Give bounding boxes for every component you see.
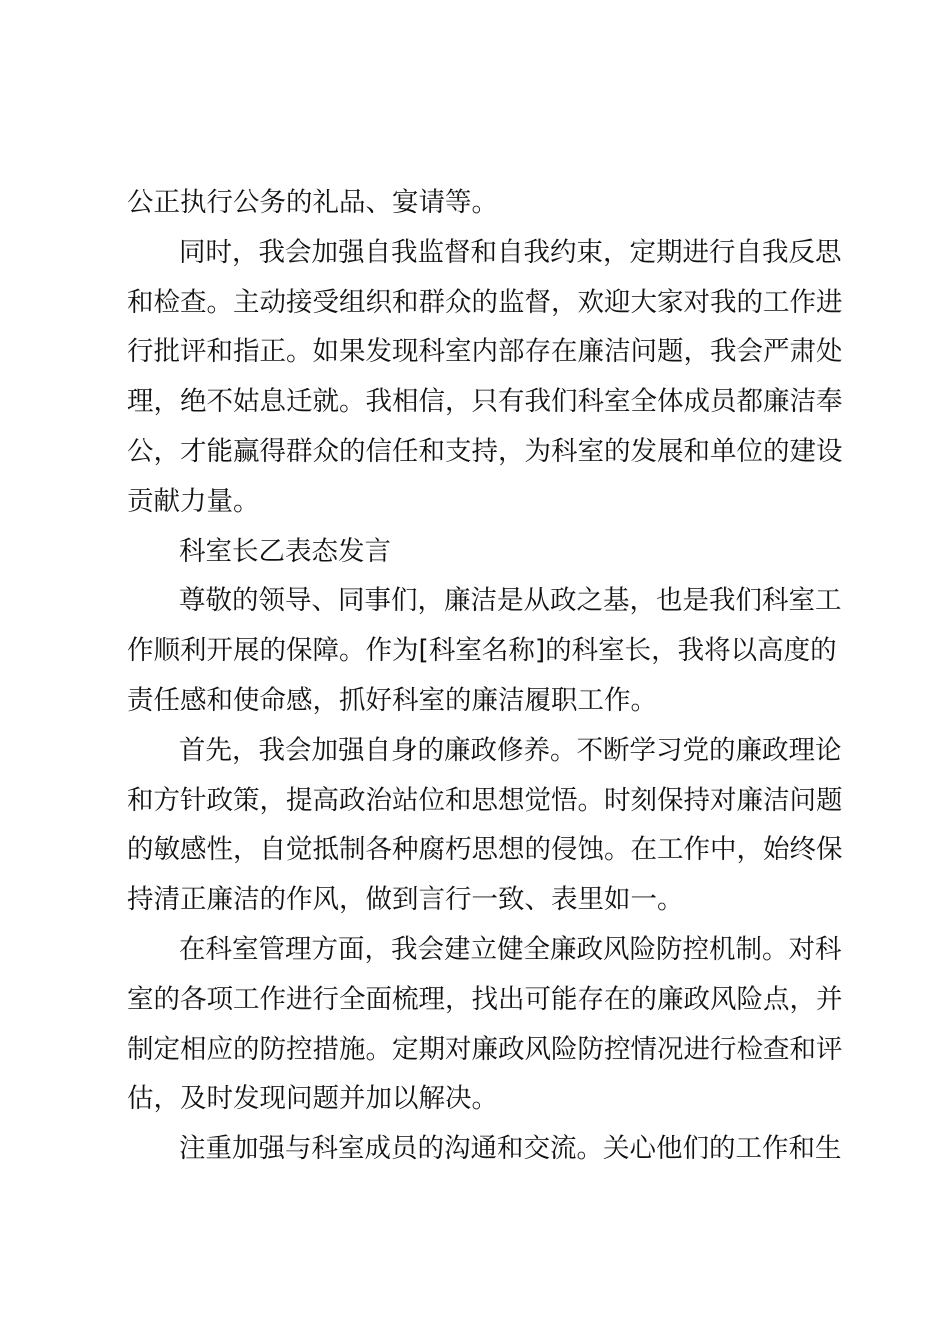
text-line: 理，绝不姑息迁就。我相信，只有我们科室全体成员都廉洁奉 [127,386,843,418]
paragraph-first-line: 科室长乙表态发言 [179,535,391,567]
document-body [127,178,843,1174]
text-line: 责任感和使命感，抓好科室的廉洁履职工作。 [127,684,657,716]
paragraph-first-line: 注重加强与科室成员的沟通和交流。关心他们的工作和生 [179,1133,842,1165]
text-line: 室的各项工作进行全面梳理，找出可能存在的廉政风险点，并 [127,983,843,1015]
text-line: 的敏感性，自觉抵制各种腐朽思想的侵蚀。在工作中，始终保 [127,834,843,866]
paragraph-first-line: 尊敬的领导、同事们，廉洁是从政之基，也是我们科室工 [179,585,842,617]
text-line: 公，才能赢得群众的信任和支持，为科室的发展和单位的建设 [127,435,843,467]
text-line: 贡献力量。 [127,485,260,517]
text-line: 和方针政策，提高政治站位和思想觉悟。时刻保持对廉洁问题 [127,784,843,816]
paragraph-first-line: 同时，我会加强自我监督和自我约束，定期进行自我反思 [179,236,842,268]
text-line: 公正执行公务的礼品、宴请等。 [127,187,498,218]
paragraph-first-line: 在科室管理方面，我会建立健全廉政风险防控机制。对科 [179,933,842,965]
text-line: 制定相应的防控措施。定期对廉政风险防控情况进行检查和评 [127,1033,843,1065]
text-line: 估，及时发现问题并加以解决。 [127,1083,498,1115]
text-line: 和检查。主动接受组织和群众的监督，欢迎大家对我的工作进 [127,286,843,318]
paragraph-first-line: 首先，我会加强自身的廉政修养。不断学习党的廉政理论 [179,734,842,766]
text-line: 持清正廉洁的作风，做到言行一致、表里如一。 [127,884,684,916]
text-line: 作顺利开展的保障。作为[科室名称]的科室长，我将以高度的 [127,635,837,667]
text-line: 行批评和指正。如果发现科室内部存在廉洁问题，我会严肃处 [127,336,843,368]
